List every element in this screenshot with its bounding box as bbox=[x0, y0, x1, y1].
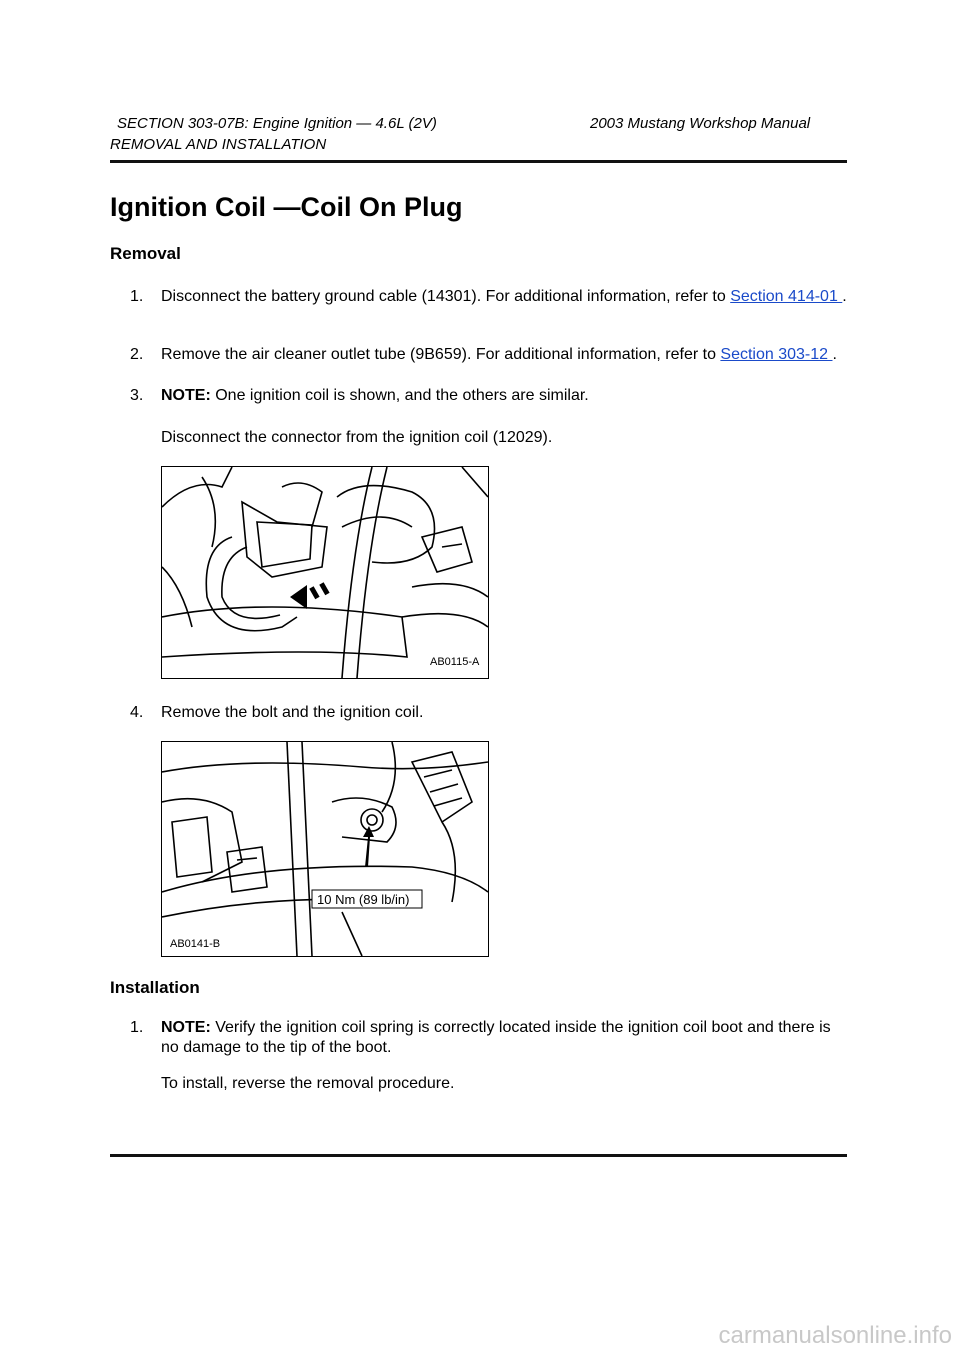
watermark: carmanualsonline.info bbox=[718, 1322, 952, 1349]
step-number: 1. bbox=[130, 1019, 144, 1036]
pointer-arrow bbox=[363, 826, 374, 867]
installation-heading: Installation bbox=[110, 978, 200, 997]
note-label: NOTE: bbox=[161, 1019, 211, 1036]
torque-label: 10 Nm (89 lb/in) bbox=[317, 892, 410, 907]
figure-id-label: AB0115-A bbox=[430, 656, 480, 668]
step-text: Disconnect the battery ground cable (14301). For additional information, refer to bbox=[161, 288, 731, 305]
connector-illustration bbox=[162, 467, 488, 678]
note-label: NOTE: bbox=[161, 387, 211, 404]
bolt-illustration bbox=[162, 742, 488, 956]
step-number: 3. bbox=[130, 387, 144, 404]
step-number: 1. bbox=[130, 288, 144, 305]
page-title: Ignition Coil —Coil On Plug bbox=[110, 192, 463, 222]
step-text: Disconnect the connector from the ignition coil (12029). bbox=[161, 429, 553, 446]
section-414-01-link[interactable]: Section 414-01 bbox=[730, 288, 843, 305]
figure-ignition-coil-bolt bbox=[161, 741, 489, 957]
section-303-12-link[interactable]: Section 303-12 bbox=[720, 346, 833, 363]
note-text: Verify the ignition coil spring is correctly located inside the ignition coil boot and there is no damage to the tip of the boot. bbox=[161, 1019, 831, 1056]
step-number: 2. bbox=[130, 346, 144, 363]
note-text: One ignition coil is shown, and the others are similar. bbox=[210, 387, 589, 404]
header-manual-title: 2003 Mustang Workshop Manual bbox=[590, 115, 811, 132]
figure-id-label: AB0141-B bbox=[170, 938, 221, 950]
header-subheading: REMOVAL AND INSTALLATION bbox=[110, 136, 327, 153]
figure-ignition-coil-connector bbox=[161, 466, 489, 679]
footer-rule bbox=[110, 1154, 847, 1157]
step-text: Remove the bolt and the ignition coil. bbox=[161, 704, 424, 721]
step-text-end: . bbox=[832, 346, 837, 363]
step-text: To install, reverse the removal procedure. bbox=[161, 1075, 455, 1092]
removal-heading: Removal bbox=[110, 244, 181, 263]
step-text: Remove the air cleaner outlet tube (9B659). For additional information, refer to bbox=[161, 346, 721, 363]
header-rule bbox=[110, 160, 847, 163]
step-text-end: . bbox=[842, 288, 847, 305]
step-number: 4. bbox=[130, 704, 144, 721]
header-section-title: SECTION 303-07B: Engine Ignition — 4.6L (2V) bbox=[117, 115, 437, 132]
